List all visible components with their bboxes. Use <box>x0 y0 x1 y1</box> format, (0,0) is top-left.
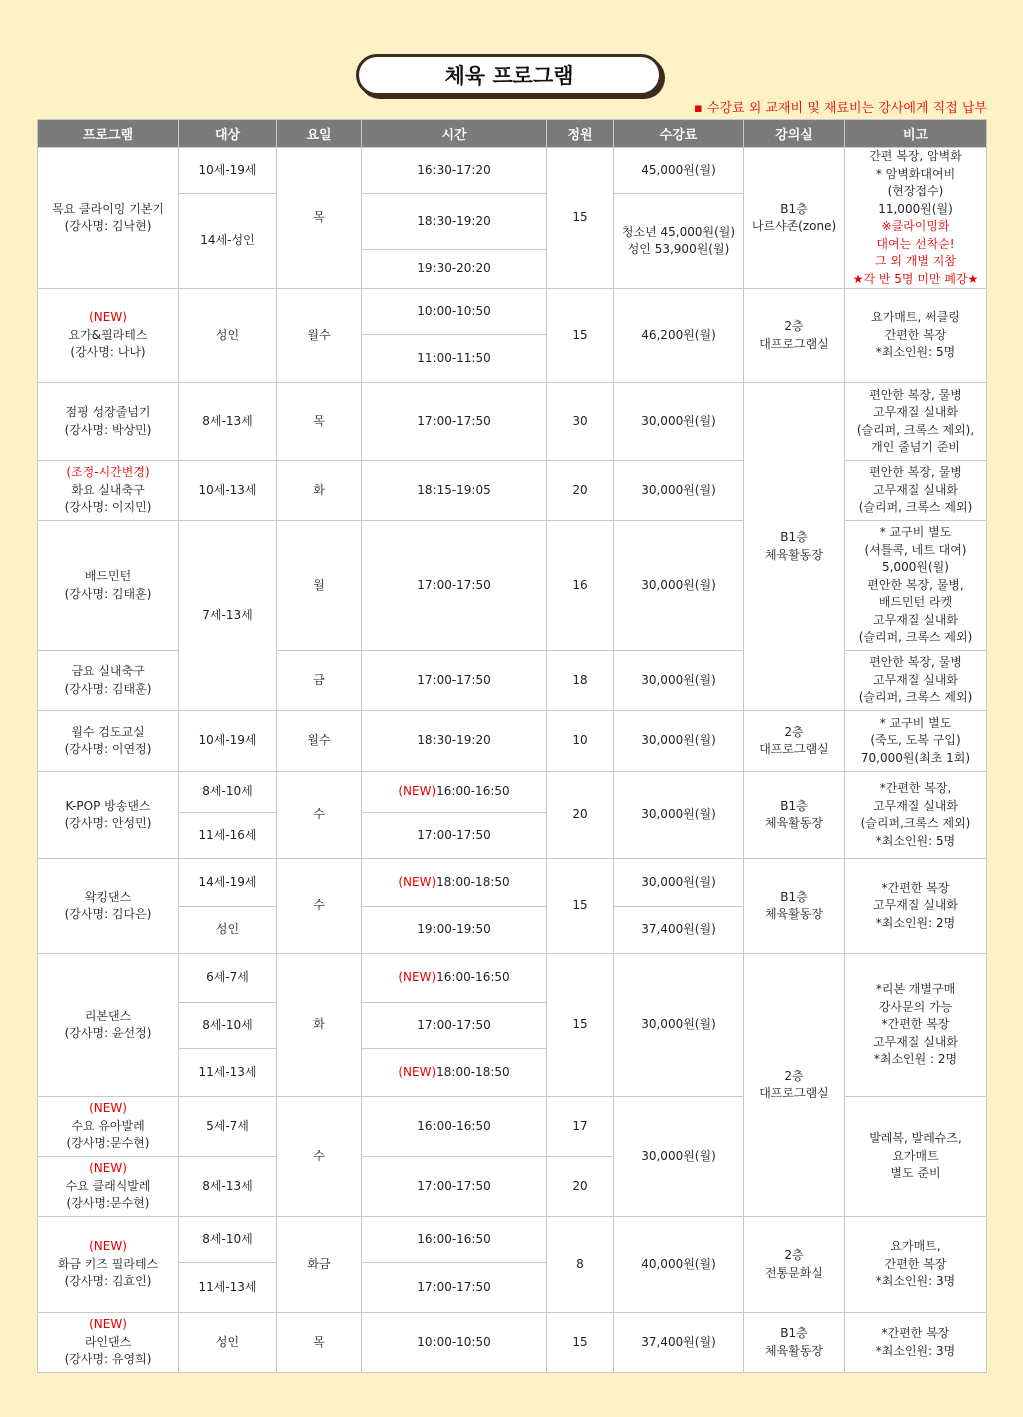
note-cell <box>845 651 987 711</box>
program-cell <box>38 651 179 711</box>
room-cell <box>744 711 845 772</box>
room-name: 대프로그램실 <box>759 742 829 756</box>
note-line: (슬리퍼, 크록스 제외) <box>858 690 973 705</box>
note-line: 고무재질 실내화 <box>873 482 958 497</box>
target-cell: 8세-10세 <box>179 772 277 813</box>
note-line: 개인 줄넘기 준비 <box>871 440 960 454</box>
fee-cell: 30,000원(월) <box>614 711 744 772</box>
room-name: 대프로그램실 <box>759 336 829 351</box>
room-floor: B1층 <box>780 201 808 216</box>
target-cell: 6세-7세 <box>179 954 277 1003</box>
note-cell <box>845 289 987 383</box>
time-cell: 18:30-19:20 <box>362 711 547 772</box>
time-cell <box>362 772 547 813</box>
new-badge: (NEW) <box>398 1064 437 1079</box>
table-row <box>38 148 987 194</box>
room-name: 나르샤존(zone) <box>751 219 837 233</box>
note-line: *최소인원: 3명 <box>875 1274 956 1289</box>
target-cell: 성인 <box>179 1313 277 1373</box>
new-badge: (NEW) <box>398 970 437 985</box>
program-cell <box>38 521 179 651</box>
new-badge: (NEW) <box>89 1101 127 1116</box>
program-teacher: (강사명: 김낙현) <box>64 219 152 233</box>
capacity-cell: 10 <box>547 711 614 772</box>
note-line: 고무재질 실내화 <box>873 405 958 419</box>
target-cell: 10세-13세 <box>179 461 277 521</box>
program-cell <box>38 1313 179 1373</box>
program-teacher: (강사명:문수현) <box>66 1196 150 1211</box>
time-cell: 19:30-20:20 <box>362 250 547 289</box>
note-line: *최소인원 : 2명 <box>873 1052 958 1067</box>
program-cell <box>38 1157 179 1217</box>
program-teacher: (강사명: 이지민) <box>64 500 152 515</box>
new-badge: (NEW) <box>89 1239 127 1254</box>
program-teacher: (강사명: 유영희) <box>64 1352 152 1367</box>
new-badge: (NEW) <box>398 874 437 889</box>
note-line: 고무재질 실내화 <box>873 1034 958 1049</box>
room-floor: B1층 <box>780 889 808 904</box>
program-name: 왁킹댄스 <box>84 889 132 904</box>
table-row <box>38 954 987 1003</box>
note-line: *최소인원: 3명 <box>875 1343 956 1358</box>
header-note: 비고 <box>845 120 987 148</box>
note-line: 간편한 복장 <box>884 327 947 342</box>
fee-cell: 40,000원(월) <box>614 1217 744 1313</box>
table-row <box>38 1217 987 1263</box>
note-cell <box>845 711 987 772</box>
fee-cell <box>614 194 744 289</box>
target-cell: 8세-10세 <box>179 1003 277 1049</box>
program-name: 요가&필라테스 <box>68 327 148 342</box>
table-row <box>38 772 987 813</box>
program-name: 점핑 성장줄넘기 <box>65 405 151 419</box>
note-line: (슬리퍼, 크록스 제외) <box>858 500 973 515</box>
note-line: 편안한 복장, 물병, <box>867 577 964 592</box>
table-row <box>38 461 987 521</box>
capacity-cell: 16 <box>547 521 614 651</box>
note-line: 요가매트, <box>890 1239 941 1254</box>
note-line: 간편한 복장 <box>884 1256 947 1271</box>
program-cell <box>38 954 179 1097</box>
program-name: 화요 실내축구 <box>71 482 145 497</box>
note-cell <box>845 383 987 461</box>
target-cell: 7세-13세 <box>179 521 277 711</box>
note-line: * 암벽화대여비 (현장접수) <box>875 166 956 198</box>
day-cell: 수 <box>277 1097 362 1217</box>
day-cell: 화금 <box>277 1217 362 1313</box>
capacity-cell: 18 <box>547 651 614 711</box>
room-name: 대프로그램실 <box>759 1086 829 1100</box>
table-row <box>38 859 987 907</box>
note-line: *간편한 복장 <box>881 880 950 895</box>
fee-cell: 30,000원(월) <box>614 1097 744 1217</box>
day-cell: 월 <box>277 521 362 651</box>
program-teacher: (강사명: 윤선정) <box>64 1026 152 1040</box>
fee-cell: 45,000원(월) <box>614 148 744 194</box>
header-program: 프로그램 <box>38 120 179 148</box>
note-line: 별도 준비 <box>890 1166 941 1181</box>
time-value: 16:00-16:50 <box>436 970 510 985</box>
room-cell <box>744 954 845 1217</box>
target-cell: 11세-16세 <box>179 813 277 859</box>
fee-line: 성인 53,900원(월) <box>627 242 730 256</box>
note-line: * 교구비 별도 <box>879 715 952 730</box>
room-cell <box>744 383 845 711</box>
note-line: (슬리퍼, 크록스 제외), <box>856 422 975 437</box>
capacity-cell: 15 <box>547 859 614 954</box>
time-value: 16:00-16:50 <box>436 784 510 799</box>
note-cell <box>845 1097 987 1217</box>
note-line: *최소인원: 5명 <box>875 833 956 848</box>
program-name: K-POP 방송댄스 <box>65 798 151 813</box>
program-name: 배드민턴 <box>84 569 132 583</box>
program-teacher: (강사명: 안성민) <box>64 816 152 830</box>
time-cell <box>362 1049 547 1097</box>
time-cell: 17:00-17:50 <box>362 1003 547 1049</box>
time-cell: 17:00-17:50 <box>362 651 547 711</box>
fee-cell: 30,000원(월) <box>614 461 744 521</box>
target-cell: 14세-19세 <box>179 859 277 907</box>
capacity-cell: 17 <box>547 1097 614 1157</box>
day-cell: 수 <box>277 859 362 954</box>
note-line: *간편한 복장 <box>881 1017 950 1032</box>
note-warning: 대여는 선착순! <box>876 236 955 251</box>
target-cell: 5세-7세 <box>179 1097 277 1157</box>
room-floor: B1층 <box>780 798 808 813</box>
day-cell: 목 <box>277 383 362 461</box>
time-value: 18:00-18:50 <box>436 1064 510 1079</box>
time-cell: 17:00-17:50 <box>362 383 547 461</box>
time-cell: 10:00-10:50 <box>362 289 547 335</box>
time-cell: 17:00-17:50 <box>362 521 547 651</box>
time-cell <box>362 859 547 907</box>
program-teacher: (강사명: 이연정) <box>64 742 152 756</box>
note-line: 요가매트 <box>892 1148 939 1163</box>
header-capacity: 정원 <box>547 120 614 148</box>
capacity-cell: 15 <box>547 148 614 289</box>
note-warning: ※클라이밍화 <box>881 219 950 233</box>
room-floor: 2층 <box>784 319 804 333</box>
time-cell <box>362 954 547 1003</box>
room-floor: 2층 <box>784 1068 804 1083</box>
target-cell: 11세-13세 <box>179 1263 277 1313</box>
fee-cell: 30,000원(월) <box>614 954 744 1097</box>
time-cell: 16:00-16:50 <box>362 1097 547 1157</box>
day-cell: 화 <box>277 461 362 521</box>
target-cell: 10세-19세 <box>179 711 277 772</box>
note-line: 배드민턴 라켓 <box>878 595 953 610</box>
program-cell <box>38 383 179 461</box>
note-line: 요가매트, 써클링 <box>871 310 960 325</box>
program-teacher: (강사명: 박상민) <box>64 422 152 437</box>
room-cell <box>744 289 845 383</box>
table-row <box>38 521 987 651</box>
capacity-cell: 20 <box>547 461 614 521</box>
note-line: 고무재질 실내화 <box>873 612 958 627</box>
program-name: 수요 클래식발레 <box>65 1178 151 1193</box>
capacity-cell: 20 <box>547 1157 614 1217</box>
note-line: * 교구비 별도 <box>879 525 952 540</box>
day-cell: 목 <box>277 148 362 289</box>
program-cell <box>38 148 179 289</box>
new-badge: (NEW) <box>89 310 127 325</box>
note-cell <box>845 772 987 859</box>
note-line: 강사문의 가능 <box>878 999 953 1014</box>
time-cell: 19:00-19:50 <box>362 907 547 954</box>
note-cell <box>845 521 987 651</box>
room-floor: 2층 <box>784 1248 804 1262</box>
note-line: (슬리퍼, 크록스 제외) <box>858 630 973 645</box>
capacity-cell: 15 <box>547 289 614 383</box>
program-name: 수요 유아발레 <box>71 1118 145 1133</box>
note-cell <box>845 148 987 289</box>
room-cell <box>744 1217 845 1313</box>
day-cell: 월수 <box>277 711 362 772</box>
note-cell <box>845 1313 987 1373</box>
program-cell <box>38 461 179 521</box>
note-cell <box>845 954 987 1097</box>
program-cell <box>38 1097 179 1157</box>
program-name: 라인댄스 <box>84 1334 132 1349</box>
note-line: 11,000원(월) <box>878 201 953 216</box>
fee-cell: 46,200원(월) <box>614 289 744 383</box>
note-line: 고무재질 실내화 <box>873 898 958 913</box>
day-cell: 수 <box>277 772 362 859</box>
capacity-cell: 8 <box>547 1217 614 1313</box>
capacity-cell: 20 <box>547 772 614 859</box>
note-line: (죽도, 도복 구입) <box>870 733 961 748</box>
note-line: 70,000원(최초 1회) <box>860 750 971 765</box>
program-teacher: (강사명: 김태훈) <box>64 681 152 696</box>
target-cell: 8세-13세 <box>179 383 277 461</box>
capacity-cell: 15 <box>547 954 614 1097</box>
fee-cell: 30,000원(월) <box>614 383 744 461</box>
note-line: 5,000원(월) <box>882 560 949 575</box>
fee-cell: 37,400원(월) <box>614 907 744 954</box>
note-line: 편안한 복장, 물병 <box>869 465 962 480</box>
program-teacher: (강사명: 김효인) <box>64 1274 152 1289</box>
program-cell <box>38 772 179 859</box>
page-title: 체육 프로그램 <box>356 54 662 96</box>
program-name: 목요 클라이밍 기본기 <box>52 201 164 216</box>
capacity-cell: 30 <box>547 383 614 461</box>
time-value: 18:00-18:50 <box>436 874 510 889</box>
room-floor: 2층 <box>784 724 804 739</box>
note-line: (셔틀콕, 네트 대여) <box>864 542 967 557</box>
note-line: 간편 복장, 암벽화 <box>869 149 962 163</box>
time-cell: 17:00-17:50 <box>362 1263 547 1313</box>
table-row <box>38 711 987 772</box>
header-time: 시간 <box>362 120 547 148</box>
room-name: 전통문화실 <box>765 1265 823 1280</box>
time-cell: 11:00-11:50 <box>362 335 547 383</box>
note-line: 고무재질 실내화 <box>873 798 958 813</box>
day-cell: 금 <box>277 651 362 711</box>
program-teacher: (강사명: 김다은) <box>64 907 152 921</box>
note-line: 편안한 복장, 물병 <box>869 387 962 402</box>
program-table <box>37 119 987 1373</box>
header-fee: 수강료 <box>614 120 744 148</box>
new-badge: (NEW) <box>398 784 437 799</box>
room-name: 체육활동장 <box>765 547 823 562</box>
time-cell: 16:00-16:50 <box>362 1217 547 1263</box>
fee-notice: ▪ 수강료 외 교재비 및 재료비는 강사에게 직접 납부 <box>693 101 987 116</box>
table-row <box>38 383 987 461</box>
header-day: 요일 <box>277 120 362 148</box>
target-cell: 성인 <box>179 907 277 954</box>
table-row <box>38 1097 987 1157</box>
time-cell: 17:00-17:50 <box>362 813 547 859</box>
room-floor: B1층 <box>780 1326 808 1340</box>
room-floor: B1층 <box>780 530 808 544</box>
day-cell: 목 <box>277 1313 362 1373</box>
program-name: 월수 검도교실 <box>71 724 145 739</box>
target-cell: 성인 <box>179 289 277 383</box>
program-name: 화금 키즈 필라테스 <box>57 1256 159 1271</box>
note-cell <box>845 859 987 954</box>
change-badge: (조정-시간변경) <box>66 465 150 480</box>
note-cell <box>845 461 987 521</box>
note-line: 편안한 복장, 물병 <box>869 655 962 670</box>
program-cell <box>38 711 179 772</box>
fee-cell: 30,000원(월) <box>614 772 744 859</box>
capacity-cell: 15 <box>547 1313 614 1373</box>
header-target: 대상 <box>179 120 277 148</box>
program-cell <box>38 1217 179 1313</box>
note-warning: ★각 반 5명 미만 폐강★ <box>852 271 979 286</box>
room-cell <box>744 859 845 954</box>
new-badge: (NEW) <box>89 1161 127 1176</box>
note-line: 고무재질 실내화 <box>873 672 958 687</box>
new-badge: (NEW) <box>89 1317 127 1332</box>
room-name: 체육활동장 <box>765 1343 823 1358</box>
time-cell: 18:15-19:05 <box>362 461 547 521</box>
room-name: 체육활동장 <box>765 907 823 921</box>
program-name: 리본댄스 <box>84 1008 132 1023</box>
table-header <box>38 120 987 148</box>
room-cell <box>744 148 845 289</box>
room-cell <box>744 1313 845 1373</box>
program-teacher: (강사명: 나나) <box>70 345 146 360</box>
room-cell <box>744 772 845 859</box>
note-line: *최소인원: 2명 <box>875 915 956 930</box>
table-row <box>38 1313 987 1373</box>
target-cell: 14세-성인 <box>179 194 277 289</box>
fee-cell: 30,000원(월) <box>614 859 744 907</box>
program-name: 금요 실내축구 <box>71 664 145 678</box>
note-warning: 그 외 개별 지참 <box>875 254 956 268</box>
note-line: (슬리퍼,크록스 제외) <box>860 816 971 830</box>
fee-line: 청소년 45,000원(월) <box>621 224 736 239</box>
target-cell: 11세-13세 <box>179 1049 277 1097</box>
program-teacher: (강사명:문수현) <box>66 1136 150 1151</box>
day-cell: 화 <box>277 954 362 1097</box>
note-line: *최소인원: 5명 <box>875 345 956 360</box>
note-line: *간편한 복장, <box>879 781 952 795</box>
note-line: *리본 개별구매 <box>875 982 956 997</box>
note-cell <box>845 1217 987 1313</box>
time-cell: 18:30-19:20 <box>362 194 547 250</box>
note-line: 발레복, 발레슈즈, <box>869 1131 962 1146</box>
target-cell: 10세-19세 <box>179 148 277 194</box>
day-cell: 월수 <box>277 289 362 383</box>
time-cell: 10:00-10:50 <box>362 1313 547 1373</box>
time-cell: 16:30-17:20 <box>362 148 547 194</box>
program-teacher: (강사명: 김태훈) <box>64 586 152 601</box>
header-room: 강의실 <box>744 120 845 148</box>
note-line: *간편한 복장 <box>881 1326 950 1340</box>
fee-cell: 30,000원(월) <box>614 651 744 711</box>
target-cell: 8세-13세 <box>179 1157 277 1217</box>
table-row <box>38 289 987 335</box>
fee-cell: 37,400원(월) <box>614 1313 744 1373</box>
time-cell: 17:00-17:50 <box>362 1157 547 1217</box>
target-cell: 8세-10세 <box>179 1217 277 1263</box>
room-name: 체육활동장 <box>765 816 823 830</box>
program-cell <box>38 289 179 383</box>
program-cell <box>38 859 179 954</box>
fee-cell: 30,000원(월) <box>614 521 744 651</box>
